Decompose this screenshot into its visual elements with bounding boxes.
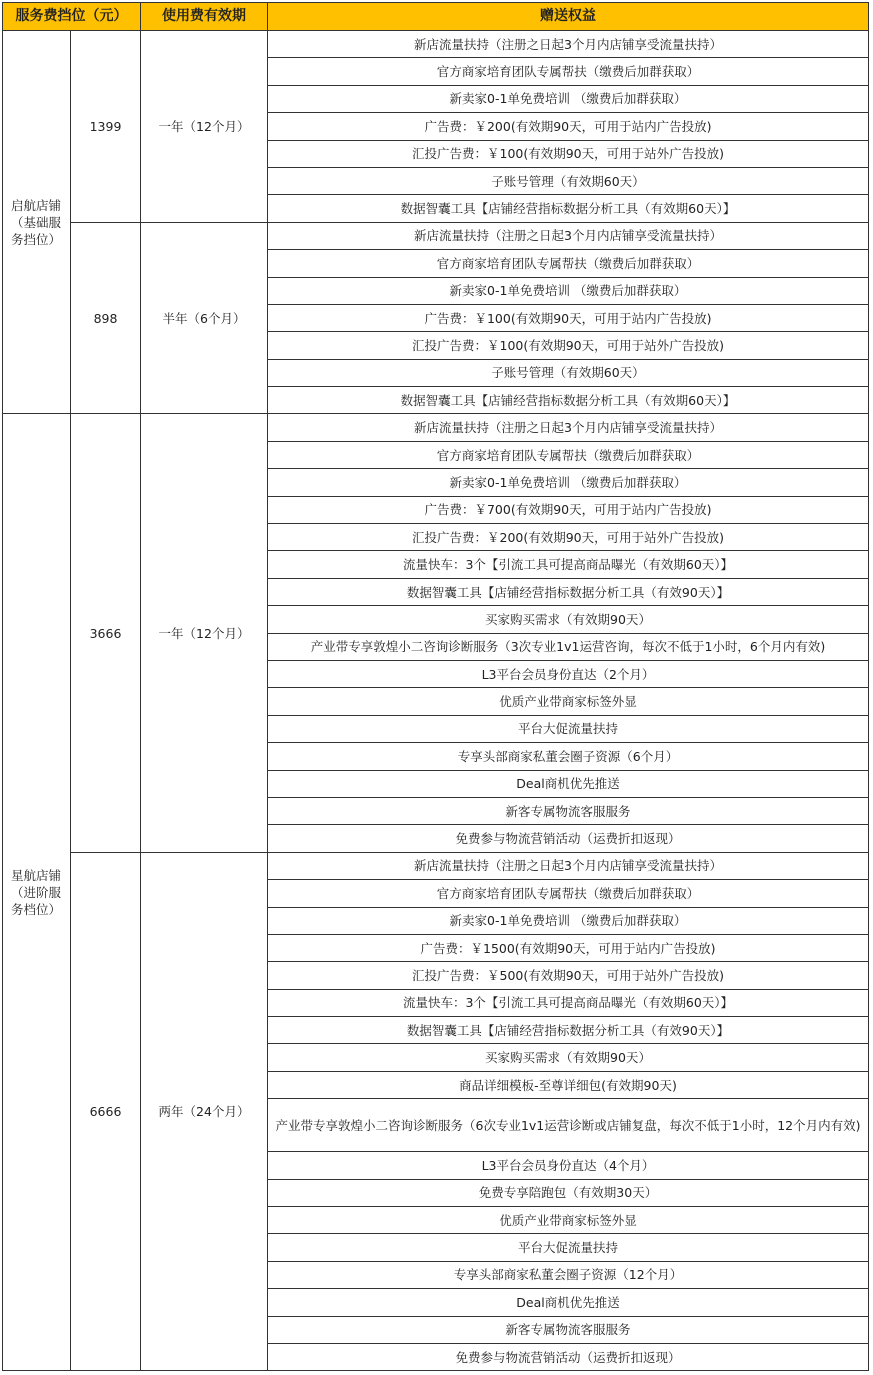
benefit-cell: 汇投广告费：￥500(有效期90天，可用于站外广告投放) xyxy=(268,962,869,989)
benefit-cell: 新客专属物流客服服务 xyxy=(268,797,869,824)
benefit-cell: 新店流量扶持（注册之日起3个月内店铺享受流量扶持） xyxy=(268,414,869,441)
benefit-cell: 汇投广告费：￥200(有效期90天，可用于站外广告投放) xyxy=(268,524,869,551)
benefit-cell: 新店流量扶持（注册之日起3个月内店铺享受流量扶持） xyxy=(268,31,869,58)
benefit-cell: 广告费：￥200(有效期90天，可用于站内广告投放) xyxy=(268,113,869,140)
table-row xyxy=(3,852,869,879)
benefit-cell: 子账号管理（有效期60天） xyxy=(268,359,869,386)
benefit-cell: 免费参与物流营销活动（运费折扣返现） xyxy=(268,825,869,852)
benefit-cell: L3平台会员身份直达（2个月） xyxy=(268,660,869,687)
tier-period: 半年（6个月） xyxy=(141,222,268,414)
benefit-cell: 广告费：￥1500(有效期90天，可用于站内广告投放) xyxy=(268,934,869,961)
benefit-cell: 专享头部商家私董会圈子资源（6个月） xyxy=(268,743,869,770)
header-row xyxy=(3,3,869,31)
benefit-cell: 新卖家0-1单免费培训 （缴费后加群获取） xyxy=(268,277,869,304)
tier-price: 6666 xyxy=(71,852,141,1371)
group-name: 启航店铺（基础服务挡位） xyxy=(3,31,71,414)
benefit-cell: L3平台会员身份直达（4个月） xyxy=(268,1152,869,1179)
benefit-cell: Deal商机优先推送 xyxy=(268,770,869,797)
benefit-cell: 子账号管理（有效期60天） xyxy=(268,167,869,194)
benefit-cell: 数据智囊工具【店铺经营指标数据分析工具（有效期60天）】 xyxy=(268,195,869,222)
benefit-cell: 免费参与物流营销活动（运费折扣返现） xyxy=(268,1343,869,1370)
benefit-cell: 广告费：￥100(有效期90天，可用于站内广告投放) xyxy=(268,304,869,331)
tier-period: 两年（24个月） xyxy=(141,852,268,1371)
service-tier-table xyxy=(2,2,869,1371)
header-period: 使用费有效期 xyxy=(141,3,268,31)
benefit-cell: 买家购买需求（有效期90天） xyxy=(268,1044,869,1071)
table-row xyxy=(3,31,869,58)
table-row xyxy=(3,414,869,441)
benefit-cell: 新卖家0-1单免费培训 （缴费后加群获取） xyxy=(268,469,869,496)
benefit-cell: 官方商家培育团队专属帮扶（缴费后加群获取） xyxy=(268,58,869,85)
tier-period: 一年（12个月） xyxy=(141,31,268,223)
benefit-cell: 新客专属物流客服服务 xyxy=(268,1316,869,1343)
benefit-cell: 流量快车：3个【引流工具可提高商品曝光（有效期60天）】 xyxy=(268,551,869,578)
benefit-cell: 平台大促流量扶持 xyxy=(268,1234,869,1261)
benefit-cell: 优质产业带商家标签外显 xyxy=(268,1207,869,1234)
benefit-cell: 官方商家培育团队专属帮扶（缴费后加群获取） xyxy=(268,880,869,907)
tier-price: 898 xyxy=(71,222,141,414)
benefit-cell: 商品详细模板-至尊详细包(有效期90天) xyxy=(268,1071,869,1098)
benefit-cell: 新卖家0-1单免费培训 （缴费后加群获取） xyxy=(268,907,869,934)
benefit-cell: 优质产业带商家标签外显 xyxy=(268,688,869,715)
tier-price: 3666 xyxy=(71,414,141,852)
benefit-cell: 新卖家0-1单免费培训 （缴费后加群获取） xyxy=(268,85,869,112)
group-name: 星航店铺（进阶服务档位） xyxy=(3,414,71,1371)
benefit-cell: 官方商家培育团队专属帮扶（缴费后加群获取） xyxy=(268,441,869,468)
benefit-cell: 官方商家培育团队专属帮扶（缴费后加群获取） xyxy=(268,250,869,277)
benefit-cell: 新店流量扶持（注册之日起3个月内店铺享受流量扶持） xyxy=(268,222,869,249)
table-row xyxy=(3,222,869,249)
benefit-cell: 专享头部商家私董会圈子资源（12个月） xyxy=(268,1261,869,1288)
benefit-cell: 产业带专享敦煌小二咨询诊断服务（3次专业1v1运营咨询，每次不低于1小时，6个月内有效) xyxy=(268,633,869,660)
benefit-cell: 新店流量扶持（注册之日起3个月内店铺享受流量扶持） xyxy=(268,852,869,879)
benefit-cell: 流量快车：3个【引流工具可提高商品曝光（有效期60天）】 xyxy=(268,989,869,1016)
header-tier: 服务费挡位（元） xyxy=(3,3,141,31)
benefit-cell: Deal商机优先推送 xyxy=(268,1289,869,1316)
benefit-cell: 产业带专享敦煌小二咨询诊断服务（6次专业1v1运营诊断或店铺复盘，每次不低于1小时，12个月内有效) xyxy=(268,1099,869,1152)
benefit-cell: 数据智囊工具【店铺经营指标数据分析工具（有效期60天）】 xyxy=(268,387,869,414)
benefit-cell: 免费专享陪跑包（有效期30天） xyxy=(268,1179,869,1206)
benefit-cell: 广告费：￥700(有效期90天，可用于站内广告投放) xyxy=(268,496,869,523)
header-benefits: 赠送权益 xyxy=(268,3,869,31)
benefit-cell: 数据智囊工具【店铺经营指标数据分析工具（有效90天）】 xyxy=(268,1017,869,1044)
benefit-cell: 数据智囊工具【店铺经营指标数据分析工具（有效90天）】 xyxy=(268,578,869,605)
benefit-cell: 汇投广告费：￥100(有效期90天，可用于站外广告投放) xyxy=(268,140,869,167)
tier-price: 1399 xyxy=(71,31,141,223)
benefit-cell: 平台大促流量扶持 xyxy=(268,715,869,742)
benefit-cell: 汇投广告费：￥100(有效期90天，可用于站外广告投放) xyxy=(268,332,869,359)
table-body xyxy=(3,31,869,1371)
tier-period: 一年（12个月） xyxy=(141,414,268,852)
benefit-cell: 买家购买需求（有效期90天） xyxy=(268,606,869,633)
